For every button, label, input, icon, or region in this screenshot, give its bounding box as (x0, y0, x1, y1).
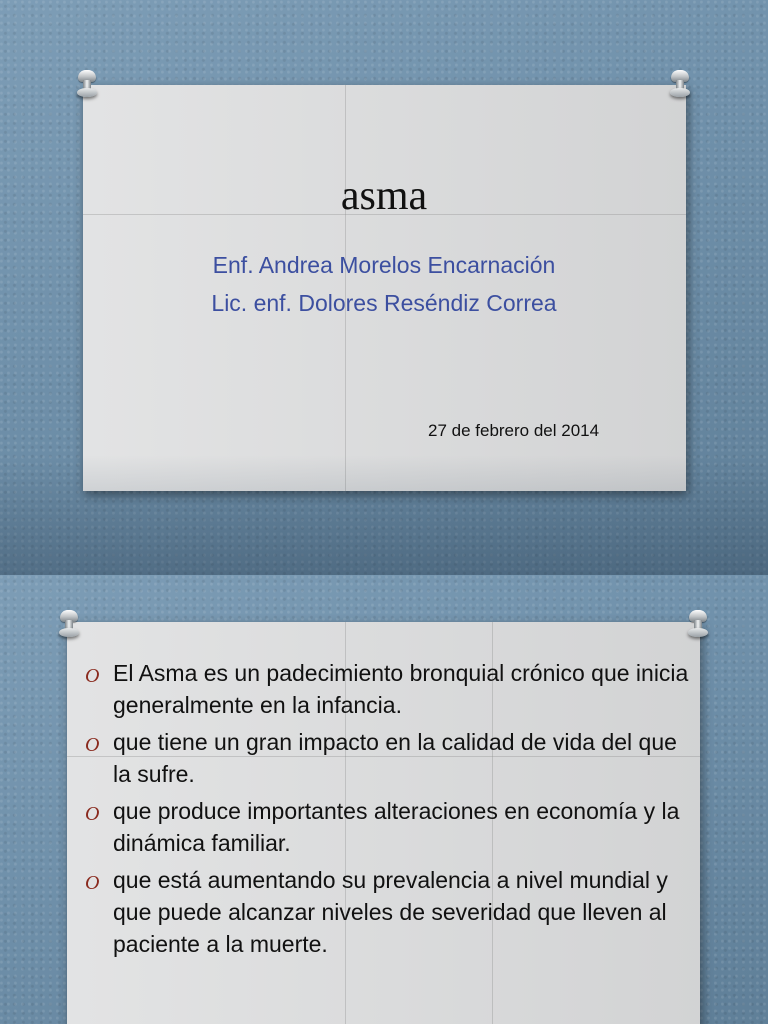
thumbtack-icon (686, 610, 710, 638)
thumbtack-icon (668, 70, 692, 98)
bullet-list (85, 657, 695, 965)
list-item (85, 864, 695, 960)
author-line-2: Lic. enf. Dolores Reséndiz Correa (211, 290, 557, 316)
bullet-text: que está aumentando su prevalencia a nivel mundial y que puede alcanzar niveles de severidad que lleven al paciente a la muerte. (113, 867, 668, 957)
list-item (85, 657, 695, 721)
slide-title: asma (340, 173, 428, 219)
bullet-icon: O (85, 872, 100, 894)
thumbtack-icon (75, 70, 99, 98)
bullet-icon: O (85, 665, 100, 687)
bullet-text: que tiene un gran impacto en la calidad de vida del que la sufre. (113, 729, 677, 787)
bullet-icon: O (85, 734, 100, 756)
author-line-1: Enf. Andrea Morelos Encarnación (212, 252, 556, 278)
content-slide (0, 575, 768, 1024)
list-item (85, 795, 695, 859)
paper-fold (345, 85, 346, 491)
bullet-text: El Asma es un padecimiento bronquial crónico que inicia generalmente en la infancia. (113, 660, 689, 718)
bullet-icon: O (85, 803, 100, 825)
bullet-text: que produce importantes alteraciones en economía y la dinámica familiar. (113, 798, 680, 856)
thumbtack-icon (57, 610, 81, 638)
presentation-date: 27 de febrero del 2014 (428, 421, 600, 440)
list-item (85, 726, 695, 790)
